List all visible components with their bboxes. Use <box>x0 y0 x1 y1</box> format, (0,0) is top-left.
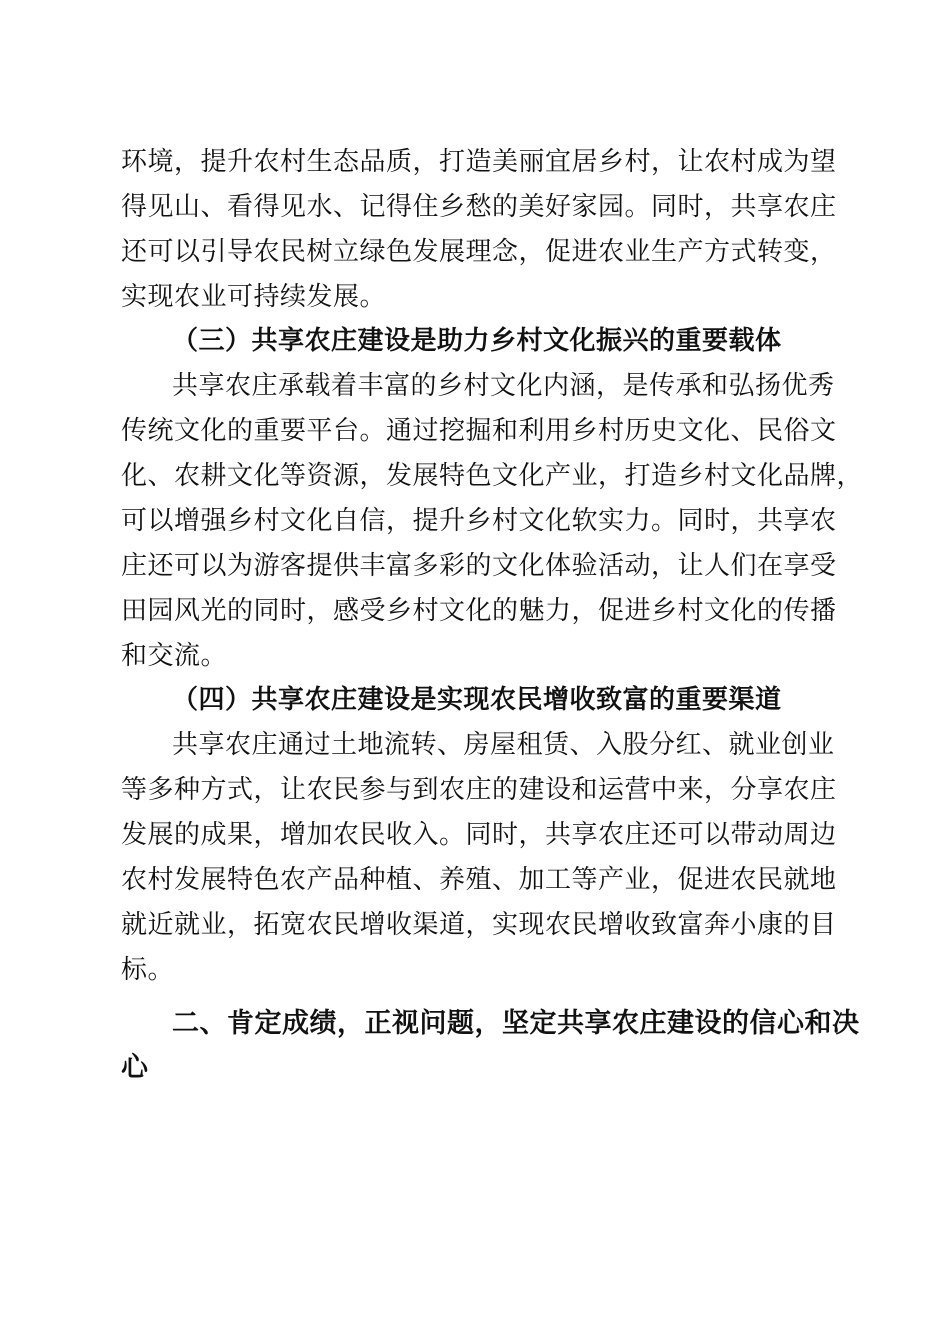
paragraph-line: 共享农庄通过土地流转、房屋租赁、入股分红、就业创业 <box>172 730 835 760</box>
paragraph-line: 等多种方式，让农民参与到农庄的建设和运营中来，分享农庄 <box>121 775 837 805</box>
paragraph-line: 得见山、看得见水、记得住乡愁的美好家园。同时，共享农庄 <box>121 192 837 222</box>
paragraph-line: 可以增强乡村文化自信，提升乡村文化软实力。同时，共享农 <box>121 506 837 536</box>
section-heading: 二、肯定成绩，正视问题，坚定共享农庄建设的信心和决 <box>172 1008 860 1039</box>
subheading-culture: （三）共享农庄建设是助力乡村文化振兴的重要载体 <box>172 326 782 356</box>
paragraph-line: 环境，提升农村生态品质，打造美丽宜居乡村，让农村成为望 <box>121 147 837 177</box>
paragraph-line: 发展的成果，增加农民收入。同时，共享农庄还可以带动周边 <box>121 820 837 850</box>
section-heading: 心 <box>121 1052 149 1083</box>
paragraph-line: 农村发展特色农产品种植、养殖、加工等产业，促进农民就地 <box>121 865 837 895</box>
paragraph-line: 实现农业可持续发展。 <box>121 282 387 312</box>
paragraph-line: 标。 <box>121 955 175 985</box>
paragraph-line: 共享农庄承载着丰富的乡村文化内涵，是传承和弘扬优秀 <box>172 371 835 401</box>
paragraph-line: 田园风光的同时，感受乡村文化的魅力，促进乡村文化的传播 <box>121 596 837 626</box>
subheading-income: （四）共享农庄建设是实现农民增收致富的重要渠道 <box>172 685 782 715</box>
paragraph-line: 还可以引导农民树立绿色发展理念，促进农业生产方式转变， <box>121 237 837 267</box>
paragraph-line: 就近就业，拓宽农民增收渠道，实现农民增收致富奔小康的目 <box>121 910 837 940</box>
paragraph-line: 庄还可以为游客提供丰富多彩的文化体验活动，让人们在享受 <box>121 551 837 581</box>
paragraph-line: 传统文化的重要平台。通过挖掘和利用乡村历史文化、民俗文 <box>121 416 837 446</box>
paragraph-line: 化、农耕文化等资源，发展特色文化产业，打造乡村文化品牌， <box>121 461 864 491</box>
paragraph-line: 和交流。 <box>121 641 228 671</box>
